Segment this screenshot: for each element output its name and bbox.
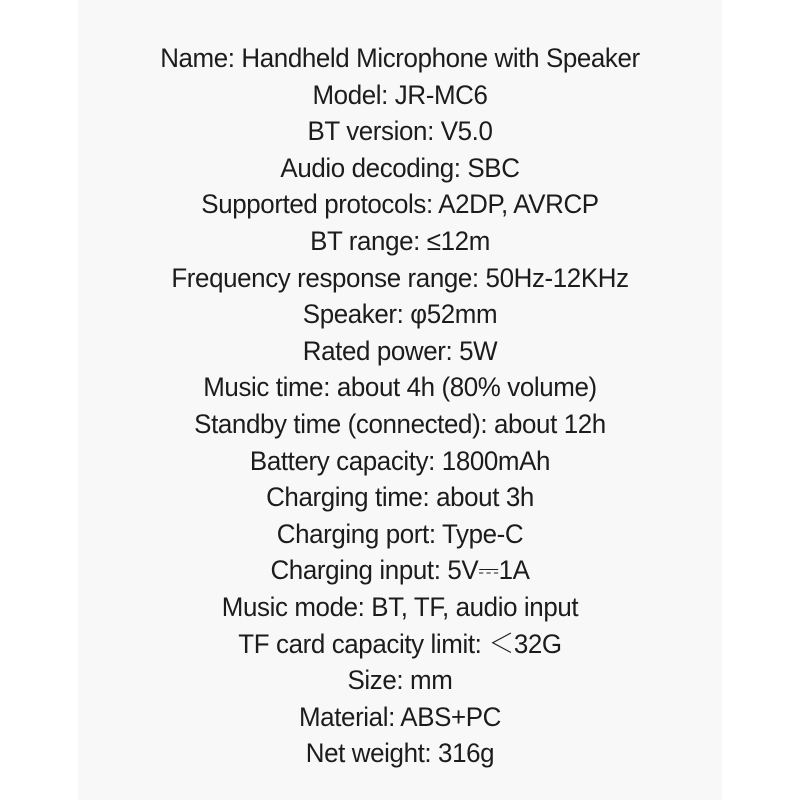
spec-line: Standby time (connected): about 12h [194,408,606,439]
spec-line: Net weight: 316g [305,738,495,769]
spec-line: BT version: V5.0 [307,116,493,147]
spec-line: Speaker: φ52mm [302,299,498,330]
spec-line: Size: mm [347,665,453,696]
spec-line: TF card capacity limit: ＜32G [238,628,562,659]
spec-line: Charging port: Type-C [276,518,524,549]
spec-line: Audio decoding: SBC [280,152,520,183]
spec-line: Supported protocols: A2DP, AVRCP [201,189,599,220]
spec-photo-background [78,0,722,800]
spec-line: Music time: about 4h (80% volume) [203,372,597,403]
spec-line: BT range: ≤12m [310,225,490,256]
spec-line: Model: JR-MC6 [312,79,488,110]
spec-line: Material: ABS+PC [298,701,502,732]
spec-line: Battery capacity: 1800mAh [249,445,551,476]
spec-line: Frequency response range: 50Hz-12KHz [171,262,629,293]
spec-line: Name: Handheld Microphone with Speaker [160,43,640,73]
spec-list [78,40,722,772]
spec-line: Music mode: BT, TF, audio input [221,591,579,622]
spec-line: Charging time: about 3h [266,482,534,513]
spec-line: Rated power: 5W [302,335,498,366]
spec-line: Charging input: 5V⎓1A [270,555,530,586]
